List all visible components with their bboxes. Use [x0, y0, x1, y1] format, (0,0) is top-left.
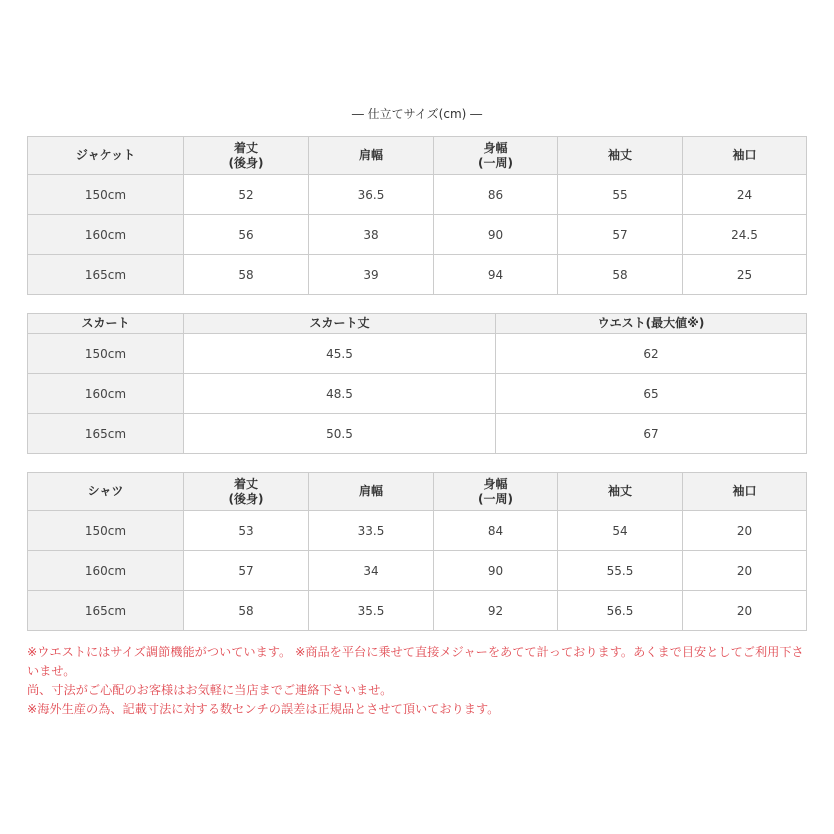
table-cell: 62: [496, 334, 807, 374]
table-cell: 34: [309, 551, 434, 591]
column-header: スカート丈: [184, 314, 496, 334]
row-label: 150cm: [28, 511, 184, 551]
table-cell: 58: [184, 591, 309, 631]
table-cell: 56: [184, 215, 309, 255]
table-cell: 84: [434, 511, 558, 551]
table-cell: 58: [558, 255, 683, 295]
header-row: [28, 314, 807, 334]
column-header: 身幅 (一周): [434, 473, 558, 511]
table-cell: 39: [309, 255, 434, 295]
table-row: [28, 215, 807, 255]
table-cell: 20: [683, 591, 807, 631]
column-header: シャツ: [28, 473, 184, 511]
column-header: 袖丈: [558, 473, 683, 511]
table-row: [28, 374, 807, 414]
table-cell: 92: [434, 591, 558, 631]
table-cell: 58: [184, 255, 309, 295]
table-cell: 45.5: [184, 334, 496, 374]
column-header: 袖丈: [558, 137, 683, 175]
column-header: 身幅 (一周): [434, 137, 558, 175]
table-cell: 90: [434, 551, 558, 591]
table-cell: 53: [184, 511, 309, 551]
table-cell: 94: [434, 255, 558, 295]
column-header: 肩幅: [309, 473, 434, 511]
note-line: ※ウエストにはサイズ調節機能がついています。 ※商品を平台に乗せて直接メジャーをあてて計っております。あくまで目安としてご利用下さいませ。: [27, 645, 804, 678]
row-label: 165cm: [28, 414, 184, 454]
table-cell: 20: [683, 511, 807, 551]
table-cell: 56.5: [558, 591, 683, 631]
header-row: [28, 473, 807, 511]
table-cell: 36.5: [309, 175, 434, 215]
table-cell: 52: [184, 175, 309, 215]
column-header: 着丈 (後身): [184, 137, 309, 175]
table-cell: 38: [309, 215, 434, 255]
column-header: 袖口: [683, 473, 807, 511]
table-row: [28, 175, 807, 215]
table-row: [28, 591, 807, 631]
table-cell: 25: [683, 255, 807, 295]
shirt-size-table: [27, 472, 807, 631]
row-label: 150cm: [28, 175, 184, 215]
row-label: 165cm: [28, 255, 184, 295]
table-cell: 57: [558, 215, 683, 255]
column-header: 袖口: [683, 137, 807, 175]
row-label: 160cm: [28, 215, 184, 255]
column-header: 肩幅: [309, 137, 434, 175]
table-cell: 24: [683, 175, 807, 215]
note-line: 尚、寸法がご心配のお客様はお気軽に当店までご連絡下さいませ。: [27, 683, 393, 697]
table-cell: 55: [558, 175, 683, 215]
note-line: ※海外生産の為、記載寸法に対する数センチの誤差は正規品とさせて頂いております。: [27, 702, 500, 716]
column-header: ウエスト(最大値※): [496, 314, 807, 334]
row-label: 160cm: [28, 551, 184, 591]
column-header: 着丈 (後身): [184, 473, 309, 511]
size-chart-title: ― 仕立てサイズ(cm) ―: [351, 107, 483, 121]
table-row: [28, 414, 807, 454]
table-row: [28, 551, 807, 591]
column-header: スカート: [28, 314, 184, 334]
table-cell: 33.5: [309, 511, 434, 551]
table-row: [28, 255, 807, 295]
skirt-size-table: [27, 313, 807, 454]
table-cell: 20: [683, 551, 807, 591]
table-cell: 54: [558, 511, 683, 551]
table-cell: 65: [496, 374, 807, 414]
table-cell: 57: [184, 551, 309, 591]
column-header: ジャケット: [28, 137, 184, 175]
row-label: 165cm: [28, 591, 184, 631]
table-cell: 24.5: [683, 215, 807, 255]
table-cell: 55.5: [558, 551, 683, 591]
header-row: [28, 137, 807, 175]
table-cell: 48.5: [184, 374, 496, 414]
row-label: 160cm: [28, 374, 184, 414]
table-cell: 67: [496, 414, 807, 454]
table-cell: 90: [434, 215, 558, 255]
notes: [27, 643, 807, 719]
table-cell: 86: [434, 175, 558, 215]
jacket-size-table: [27, 136, 807, 295]
table-row: [28, 334, 807, 374]
table-row: [28, 511, 807, 551]
row-label: 150cm: [28, 334, 184, 374]
table-cell: 35.5: [309, 591, 434, 631]
table-cell: 50.5: [184, 414, 496, 454]
